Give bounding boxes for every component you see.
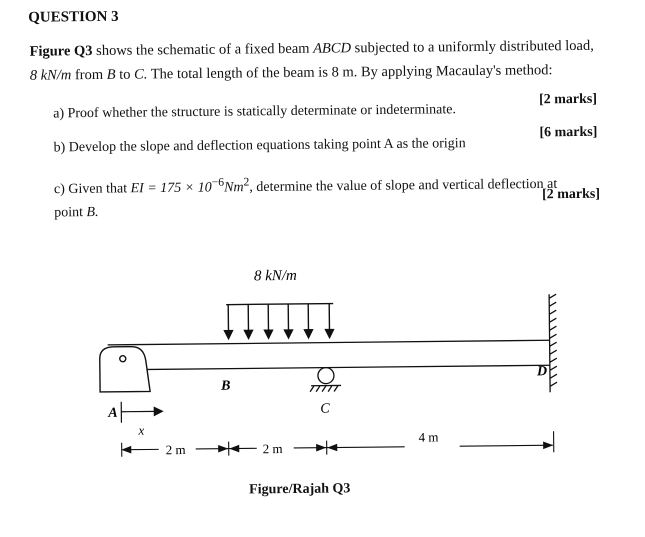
intro-to: to [119, 66, 131, 83]
item-c-ei-exp: −6 [211, 175, 225, 189]
point-d-label: D [536, 364, 548, 380]
beam-name: ABCD [313, 40, 352, 57]
item-c-post: , determine the value of slope and vertical deflection at [249, 176, 558, 196]
point-c-label: C [320, 401, 330, 417]
item-a-marks: [2 marks] [538, 91, 598, 108]
item-a-text: a) Proof whether the structure is statically determinate or indeterminate. [53, 102, 457, 122]
intro-rest: The total length of the beam is 8 m. By applying Macaulay's method: [150, 62, 553, 83]
item-c-line2-text: point [54, 205, 84, 221]
beam [108, 340, 550, 370]
item-c-pre: c) Given that [53, 181, 128, 198]
pin-icon [120, 356, 126, 362]
point-b-label: B [220, 378, 231, 394]
item-c-line2-b: B. [86, 204, 99, 221]
item-c-marks: [2 marks] [541, 186, 601, 203]
distributed-load-arrows [224, 304, 333, 339]
load-arrow [325, 304, 333, 338]
roller-support-c [310, 367, 341, 391]
x-axis-arrow [121, 401, 162, 422]
intro-text-1: shows the schematic of a fixed beam [96, 40, 310, 59]
load-arrow [304, 304, 312, 338]
load-arrow [224, 305, 232, 339]
intro-point-c: C. [134, 66, 148, 83]
load-arrow [264, 304, 272, 338]
question-heading: QUESTION 3 [28, 8, 119, 26]
item-b-text: b) Develop the slope and deflection equations taking point A as the origin [53, 136, 466, 156]
item-c-ei-unit-exp: 2 [243, 175, 250, 189]
pin-support-a [100, 346, 150, 392]
point-a-label: A [108, 405, 118, 421]
intro-text-2: subjected to a uniformly distributed load, [354, 37, 594, 57]
item-c-ei: EI = 175 × 10 [130, 180, 212, 197]
dim-bc-label: 2 m [262, 441, 283, 457]
dimension-line [122, 431, 554, 457]
intro-point-b: B [106, 66, 116, 83]
intro-load: 8 kN/m [29, 67, 72, 84]
item-c-ei-unit: Nm [224, 180, 244, 196]
fixed-support-d [549, 294, 557, 392]
load-top-line [226, 304, 333, 305]
figure-caption: Figure/Rajah Q3 [249, 481, 351, 498]
dim-cd-label: 4 m [418, 429, 439, 445]
intro-from: from [74, 66, 104, 84]
dim-ab-label: 2 m [165, 442, 186, 458]
load-label: 8 kN/m [253, 267, 297, 285]
x-label: x [138, 422, 145, 438]
figure-reference: Figure Q3 [29, 43, 93, 60]
load-arrow [284, 304, 292, 338]
item-b-marks: [6 marks] [539, 124, 598, 141]
load-arrow [244, 304, 252, 338]
